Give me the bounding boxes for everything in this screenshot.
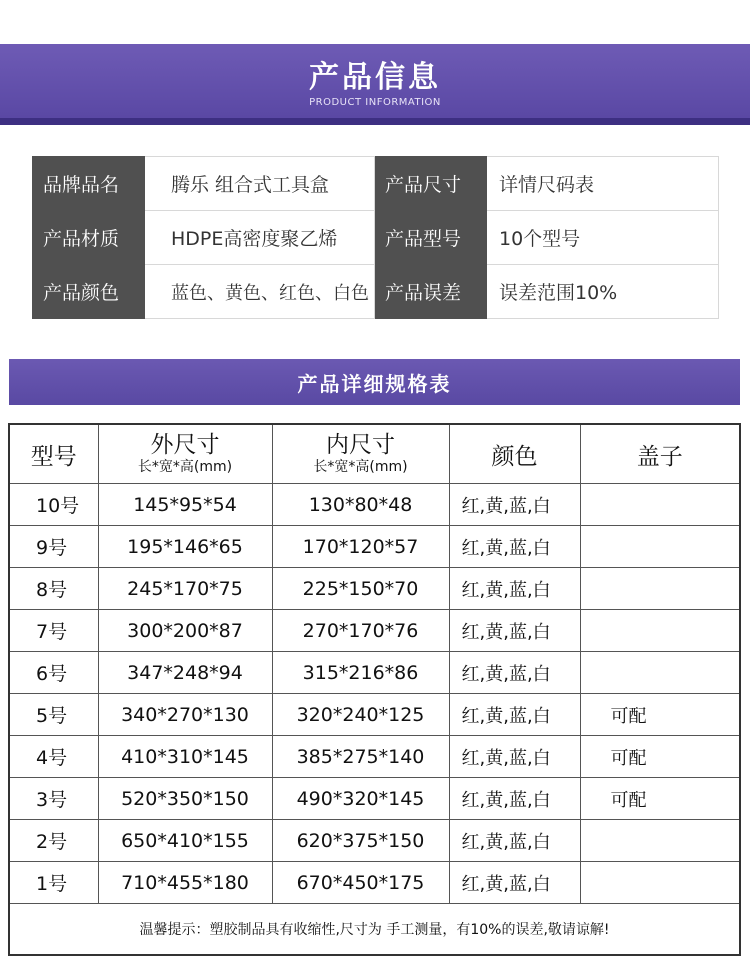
table-row [10, 484, 739, 526]
cell-outer-size: 710*455*180 [98, 862, 272, 904]
cell-lid [580, 820, 739, 862]
cell-inner-size: 320*240*125 [272, 694, 449, 736]
cell-color: 红,黄,蓝,白 [449, 568, 580, 610]
table-row [10, 778, 739, 820]
info-value-model: 10个型号 [487, 211, 719, 265]
cell-color: 红,黄,蓝,白 [449, 526, 580, 568]
header-banner-stripe [0, 118, 750, 125]
info-value-size: 详情尺码表 [487, 157, 719, 211]
cell-lid [580, 610, 739, 652]
cell-lid: 可配 [580, 736, 739, 778]
info-row [33, 265, 719, 319]
cell-outer-size: 245*170*75 [98, 568, 272, 610]
cell-color: 红,黄,蓝,白 [449, 862, 580, 904]
info-label-tolerance: 产品误差 [375, 265, 487, 319]
header-color: 颜色 [449, 425, 580, 484]
header-model: 型号 [10, 425, 98, 484]
info-label-material: 产品材质 [33, 211, 145, 265]
cell-inner-size: 490*320*145 [272, 778, 449, 820]
info-label-model: 产品型号 [375, 211, 487, 265]
table-row [10, 736, 739, 778]
cell-model: 5号 [10, 694, 98, 736]
cell-lid: 可配 [580, 694, 739, 736]
spec-table [10, 425, 739, 954]
cell-color: 红,黄,蓝,白 [449, 778, 580, 820]
cell-model: 9号 [10, 526, 98, 568]
cell-color: 红,黄,蓝,白 [449, 484, 580, 526]
cell-lid [580, 484, 739, 526]
table-row [10, 526, 739, 568]
info-value-material: HDPE高密度聚乙烯 [145, 211, 375, 265]
cell-outer-size: 347*248*94 [98, 652, 272, 694]
cell-model: 7号 [10, 610, 98, 652]
cell-inner-size: 130*80*48 [272, 484, 449, 526]
cell-model: 10号 [10, 484, 98, 526]
note-text: 温馨提示：塑胶制品具有收缩性,尺寸为 手工测量，有10%的误差,敬请谅解! [10, 904, 739, 955]
cell-outer-size: 650*410*155 [98, 820, 272, 862]
product-info-table [32, 156, 719, 319]
info-label-size: 产品尺寸 [375, 157, 487, 211]
info-label-color: 产品颜色 [33, 265, 145, 319]
cell-inner-size: 385*275*140 [272, 736, 449, 778]
cell-model: 8号 [10, 568, 98, 610]
table-row [10, 862, 739, 904]
page-subtitle: PRODUCT INFORMATION [309, 97, 441, 108]
cell-lid [580, 862, 739, 904]
info-row [33, 211, 719, 265]
cell-inner-size: 315*216*86 [272, 652, 449, 694]
header-inner-label: 内尺寸 [326, 432, 395, 458]
cell-inner-size: 270*170*76 [272, 610, 449, 652]
header-outer-unit: 长*宽*高(mm) [137, 459, 233, 475]
note-row [10, 904, 739, 955]
info-label-brand: 品牌品名 [33, 157, 145, 211]
cell-model: 3号 [10, 778, 98, 820]
cell-inner-size: 170*120*57 [272, 526, 449, 568]
cell-inner-size: 670*450*175 [272, 862, 449, 904]
cell-color: 红,黄,蓝,白 [449, 610, 580, 652]
cell-model: 6号 [10, 652, 98, 694]
header-lid: 盖子 [580, 425, 739, 484]
info-value-brand: 腾乐 组合式工具盒 [145, 157, 375, 211]
spec-table-frame [8, 423, 741, 956]
info-value-color: 蓝色、黄色、红色、白色 [145, 265, 375, 319]
table-row [10, 694, 739, 736]
table-row [10, 568, 739, 610]
cell-model: 1号 [10, 862, 98, 904]
cell-lid [580, 568, 739, 610]
cell-outer-size: 410*310*145 [98, 736, 272, 778]
cell-lid [580, 526, 739, 568]
spec-header-row [10, 425, 739, 484]
cell-outer-size: 145*95*54 [98, 484, 272, 526]
cell-color: 红,黄,蓝,白 [449, 694, 580, 736]
cell-outer-size: 340*270*130 [98, 694, 272, 736]
table-row [10, 652, 739, 694]
header-outer-label: 外尺寸 [150, 432, 220, 458]
header-inner-unit: 长*宽*高(mm) [313, 459, 408, 475]
cell-outer-size: 300*200*87 [98, 610, 272, 652]
cell-inner-size: 225*150*70 [272, 568, 449, 610]
cell-color: 红,黄,蓝,白 [449, 820, 580, 862]
cell-outer-size: 195*146*65 [98, 526, 272, 568]
cell-color: 红,黄,蓝,白 [449, 736, 580, 778]
cell-color: 红,黄,蓝,白 [449, 652, 580, 694]
table-row [10, 610, 739, 652]
cell-lid: 可配 [580, 778, 739, 820]
header-inner-size [272, 425, 449, 484]
cell-model: 4号 [10, 736, 98, 778]
page-title: 产品信息 [309, 60, 441, 95]
cell-model: 2号 [10, 820, 98, 862]
cell-lid [580, 652, 739, 694]
cell-inner-size: 620*375*150 [272, 820, 449, 862]
header-outer-size [98, 425, 272, 484]
table-row [10, 820, 739, 862]
cell-outer-size: 520*350*150 [98, 778, 272, 820]
info-row [33, 157, 719, 211]
info-value-tolerance: 误差范围10% [487, 265, 719, 319]
spec-section-title: 产品详细规格表 [9, 359, 740, 405]
